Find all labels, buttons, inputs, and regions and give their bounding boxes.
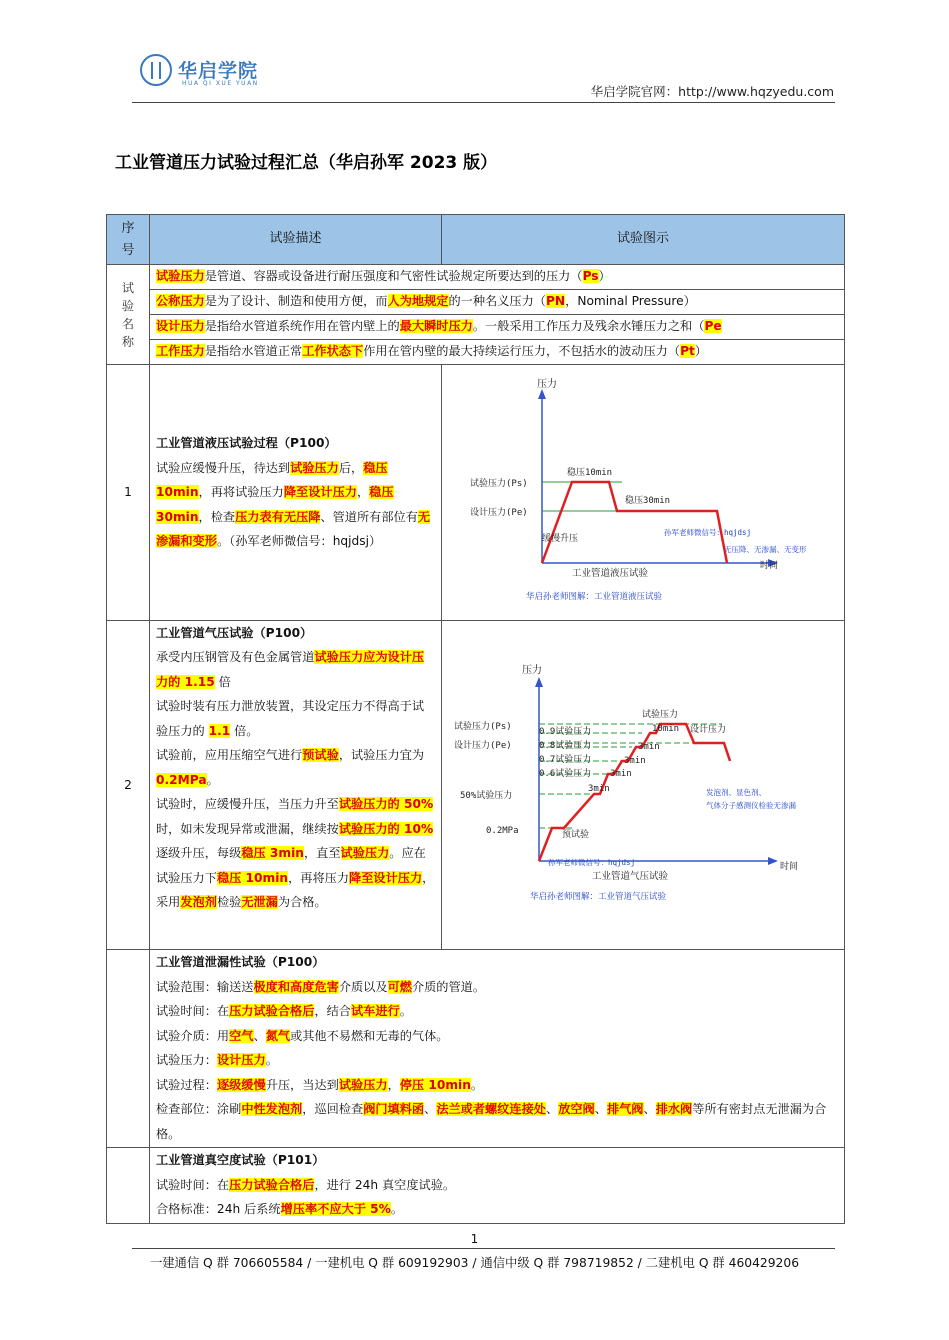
chart2-tick-half: 50%试验压力 [460,790,513,801]
hydraulic-desc [150,365,442,621]
pneumatic-p3: 试验前，应用压缩空气进行预试验，试验压力宜为 0.2MPa。 [156,748,425,787]
chart1-xlabel: 时间 [760,561,779,571]
def-working-pressure: 工作压力是指给水管道正常工作状态下作用在管内壁的最大持续运行压力，不包括水的波动压力（Pt） [150,340,845,365]
document-title: 工业管道压力试验过程汇总（华启孙军 2023 版） [115,153,498,173]
vacuum-desc [150,1148,845,1224]
chart1-rise: 缓慢升压 [542,534,579,544]
leak-title: 工业管道泄漏性试验（P100） [156,955,325,969]
chart2-label-3min-d: 3min [588,783,610,794]
chart2-step-09: 0.9试验压力 [539,726,592,737]
chart1-hold2: 稳压30min [625,496,671,506]
chart1-credit: 华启孙老师图解：工业管道液压试验 [526,592,663,602]
def-test-pressure: 试验压力是管道、容器或设备进行耐压强度和气密性试验规定所要达到的压力（Ps） [150,265,845,290]
pneumatic-p2: 试验时装有压力泄放装置，其设定压力不得高于试验压力的 1.1 倍。 [156,699,425,738]
logo-subtext: HUA QI XUE YUAN [182,80,259,87]
chart2-label-pre: 预试验 [562,829,590,840]
leak-process: 试验过程：逐级缓慢升压，当达到试验压力，停压 10min。 [156,1077,484,1092]
row-seq: 2 [107,620,150,950]
chart1-tick-design: 设计压力(Pe) [470,508,528,518]
leak-desc [150,950,845,1148]
table-header-row [107,215,845,265]
test-row-pneumatic [107,620,845,950]
chart2-step-07: 0.7试验压力 [539,754,592,765]
chart2-step-08: 0.8试验压力 [539,740,592,751]
hydraulic-figure-cell [442,365,845,621]
footer-divider [132,1248,835,1249]
def-row [107,290,845,315]
leak-time: 试验时间：在压力试验合格后，结合试车进行。 [156,1004,412,1018]
vacuum-time: 试验时间：在压力试验合格后，进行 24h 真空度试验。 [156,1177,456,1192]
def-row [107,315,845,340]
test-row-leak [107,950,845,1148]
header-divider [132,102,835,103]
chart2-step-06: 0.6试验压力 [539,768,592,779]
chart1-caption: 工业管道液压试验 [572,568,649,579]
pneumatic-title: 工业管道气压试验（P100） [156,625,313,640]
def-row [107,340,845,365]
chart2-label-3min-b: 3min [624,755,646,766]
chart2-caption: 工业管道气压试验 [592,870,669,882]
test-row-vacuum [107,1148,845,1224]
def-row [107,265,845,290]
chart2-xlabel: 时间 [780,861,799,872]
hydraulic-pressure-chart [442,365,842,611]
hydraulic-title: 工业管道液压试验过程（P100） [156,436,337,450]
chart2-note1: 发泡剂、显色剂、 [706,787,766,797]
page-number: 1 [470,1232,479,1246]
leak-scope: 试验范围：输送送极度和高度危害介质以及可燃介质的管道。 [156,979,486,994]
leak-check: 检查部位：涂刷中性发泡剂，巡回检查阀门填料函、法兰或者螺纹连接处、放空阀、排气阀、排水阀等所有密封点无泄漏为合格。 [156,1102,827,1141]
pressure-test-table [106,214,845,1224]
chart2-note3: 孙军老师微信号：hqjdsj [548,857,636,867]
header-desc: 试验描述 [150,215,442,265]
header-seq: 序号 [107,215,150,265]
chart2-tick-test: 试验压力(Ps) [454,721,512,732]
chart2-note2: 气体分子感测仪检验无渗漏 [706,800,796,810]
def-design-pressure: 设计压力是指给水管道系统作用在管内壁上的最大瞬时压力。一般采用工作压力及残余水锤压力之和（Pe [150,315,845,340]
hydraulic-text: 试验应缓慢升压，待达到试验压力后，稳压 10min，再将试验压力降至设计压力，稳压 30min，检查压力表有无压降、管道所有部位有无渗漏和变形。（孙军老师微信号：hqjdsj） [156,460,431,548]
chart1-pressure-curve [542,482,727,563]
chart2-label-3min-a: 3min [638,741,660,752]
chart2-credit: 华启孙老师图解：工业管道气压试验 [530,891,667,902]
row-seq: 1 [107,365,150,621]
chart2-tick-design: 设计压力(Pe) [454,740,512,751]
chart1-note2: 无压降、无渗漏、无变形 [724,545,807,554]
chart1-y-arrow [538,389,546,399]
footer-qq-groups: 一建通信 Q 群 706605584 / 一建机电 Q 群 609192903 / 通信中级 Q 群 798719852 / 二建机电 Q 群 460429206 [149,1256,800,1270]
section-label-cell: 试验名称 [107,265,150,365]
site-url: 华启学院官网：http://www.hqzyedu.com [590,84,834,99]
pneumatic-pressure-chart [442,621,842,941]
chart1-hold1: 稳压10min [567,468,613,478]
chart1-note1: 孙军老师微信号：hqjdsj [664,528,752,537]
pneumatic-desc [150,620,442,950]
row-seq [107,1148,150,1224]
logo-icon [140,54,172,86]
leak-pressure: 试验压力：设计压力。 [156,1053,278,1067]
vacuum-title: 工业管道真空度试验（P101） [156,1153,325,1167]
pneumatic-p1: 承受内压钢管及有色金属管道试验压力应为设计压力的 1.15 倍 [156,650,425,689]
chart2-label-test: 试验压力 [642,709,679,720]
leak-medium: 试验介质：用空气、氮气或其他不易燃和无毒的气体。 [156,1028,449,1043]
chart1-ylabel: 压力 [537,379,557,390]
chart2-tick-02: 0.2MPa [486,825,519,836]
vacuum-standard: 合格标准：24h 后系统增压率不应大于 5%。 [156,1202,404,1216]
chart2-label-design: 设计压力 [690,724,727,735]
logo-text: 华启学院 [178,60,259,82]
chart1-tick-test: 试验压力(Ps) [470,479,528,489]
row-seq [107,950,150,1148]
chart2-x-arrow [768,857,778,865]
pneumatic-figure-cell [442,620,845,950]
def-nominal-pressure: 公称压力是为了设计、制造和使用方便，而人为地规定的一种名义压力（PN，Nominal Pressure） [150,290,845,315]
pneumatic-p4: 试验时，应缓慢升压，当压力升至试验压力的 50%时，如未发现异常或泄漏，继续按试验压力的 10%逐级升压，每级稳压 3min，直至试验压力。应在试验压力下稳压 10min，再将压力降至设计压力，采用发泡剂检验无泄漏为合格。 [156,797,435,909]
test-row-hydraulic [107,365,845,621]
chart2-label-3min-c: 3min [610,768,632,779]
header-fig: 试验图示 [442,215,845,265]
chart2-label-10min: 10min [652,723,680,734]
chart2-ylabel: 压力 [522,664,542,676]
chart2-y-arrow [535,677,543,687]
